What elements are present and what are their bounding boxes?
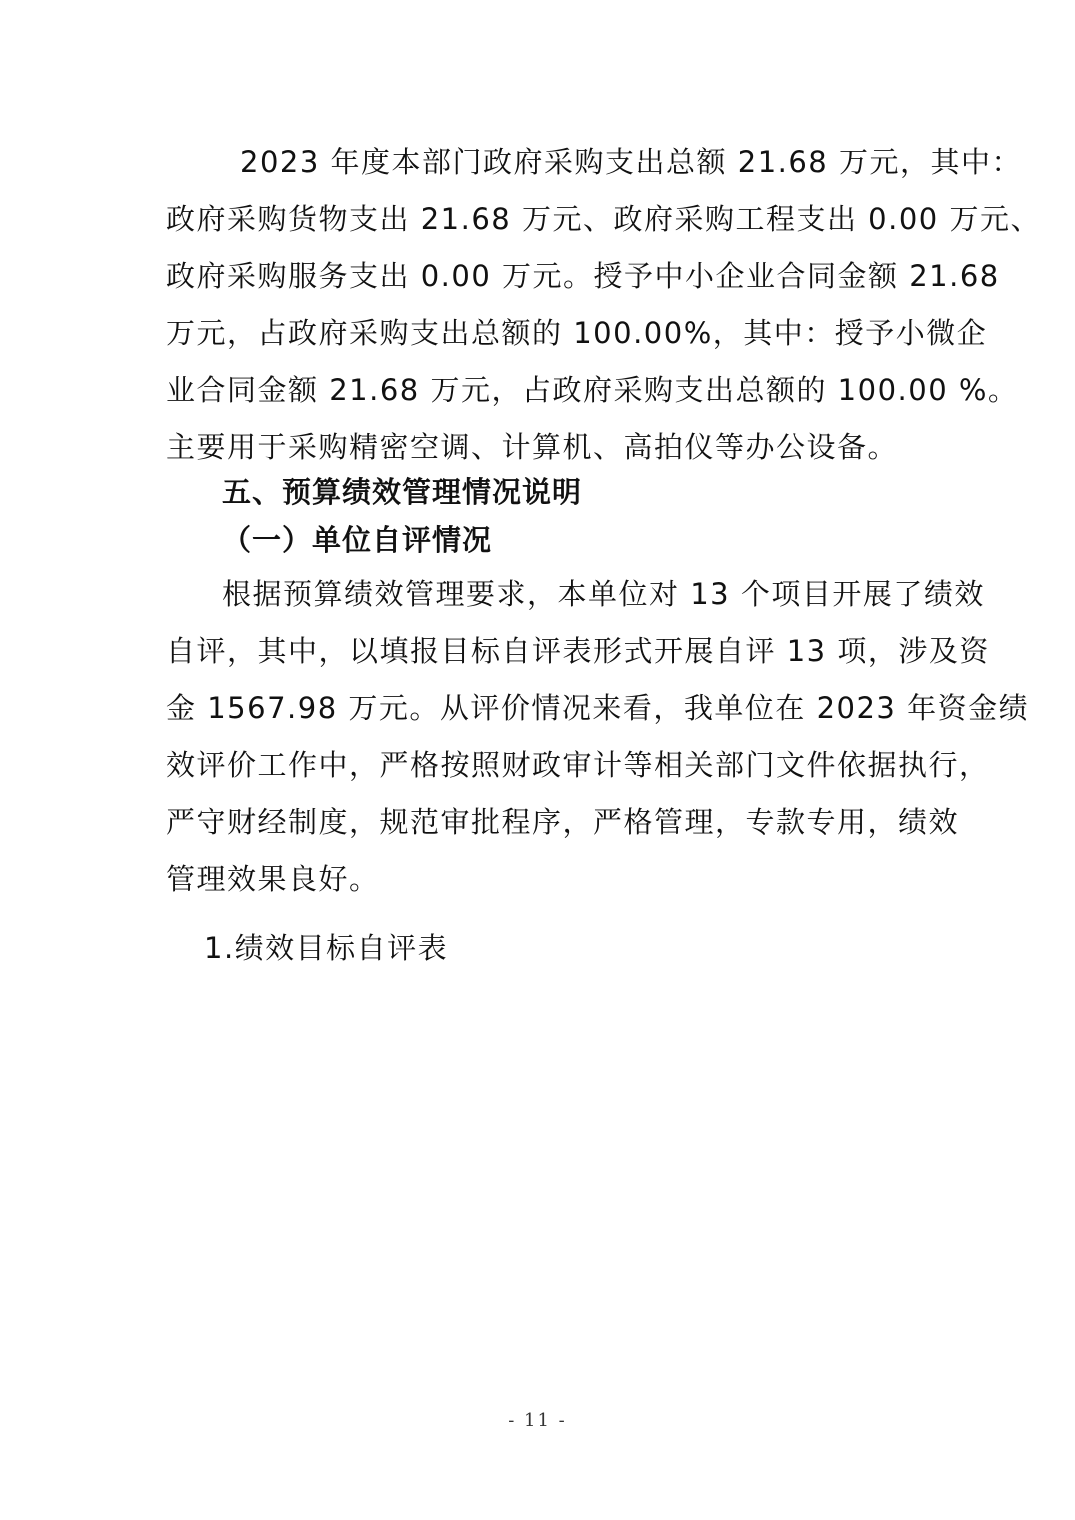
paragraph2-line-1: 根据预算绩效管理要求，本单位对 13 个项目开展了绩效 [222,577,985,611]
paragraph1-line-3: 政府采购服务支出 0.00 万元。授予中小企业合同金额 21.68 [166,259,1000,293]
paragraph1-line-2: 政府采购货物支出 21.68 万元、政府采购工程支出 0.00 万元、 [166,202,1041,236]
paragraph2-line-6: 管理效果良好。 [166,862,380,896]
paragraph2-line-5: 严守财经制度，规范审批程序，严格管理，专款专用，绩效 [166,805,960,839]
paragraph1-line-1: 2023 年度本部门政府采购支出总额 21.68 万元，其中： [240,145,1022,179]
paragraph1-line-4: 万元，占政府采购支出总额的 100.00%，其中：授予小微企 [166,316,988,350]
paragraph2-line-2: 自评，其中，以填报目标自评表形式开展自评 13 项，涉及资 [166,634,990,668]
page-number: - 11 - [508,1410,567,1431]
paragraph2-line-3: 金 1567.98 万元。从评价情况来看，我单位在 2023 年资金绩 [166,691,1030,725]
paragraph1-line-6: 主要用于采购精密空调、计算机、高拍仪等办公设备。 [166,430,899,464]
section-heading: 五、预算绩效管理情况说明 [222,475,583,509]
paragraph2-line-4: 效评价工作中，严格按照财政审计等相关部门文件依据执行， [166,748,990,782]
subsection-heading: （一）单位自评情况 [222,523,493,557]
paragraph1-line-5: 业合同金额 21.68 万元，占政府采购支出总额的 100.00 %。 [166,373,1019,407]
list-item-self-evaluation-table: 1.绩效目标自评表 [204,931,449,965]
